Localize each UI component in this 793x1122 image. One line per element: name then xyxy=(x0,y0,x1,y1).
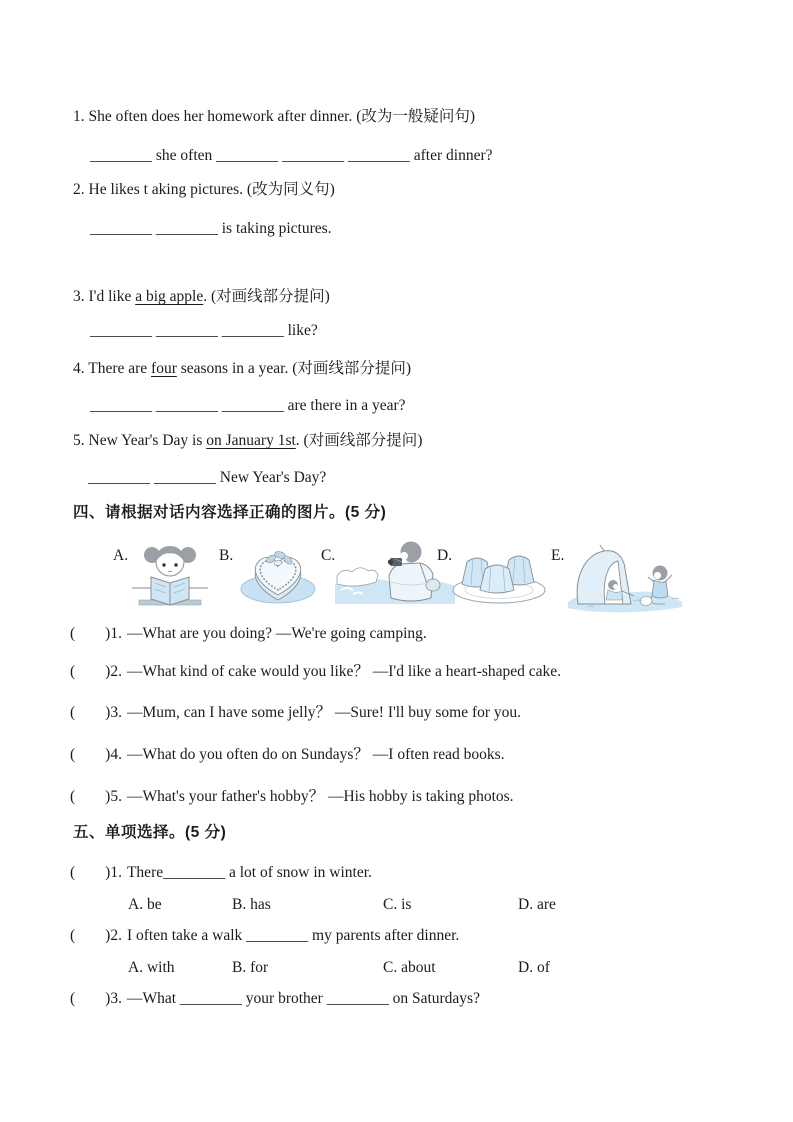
section4-heading: 四、请根据对话内容选择正确的图片。(5 分) xyxy=(73,504,387,521)
choice-2-option-c: C. about xyxy=(383,959,436,976)
choice-item-3 xyxy=(70,989,480,1008)
answer-bracket-open: ( xyxy=(70,663,76,680)
answer-bracket-open: ( xyxy=(70,864,76,881)
item-text: —What are you doing? —We're going camping. xyxy=(126,625,427,642)
item-number: )2. xyxy=(105,663,122,680)
choice-2-option-b: B. for xyxy=(232,959,269,976)
stem-text: 2. He likes t aking pictures. xyxy=(73,181,247,198)
rewrite-q2-stem xyxy=(73,180,335,199)
picture-label-e: E. xyxy=(551,547,565,564)
rewrite-q1-stem xyxy=(73,107,475,126)
choice-1-option-c: C. is xyxy=(383,896,412,913)
stem-text: 5. New Year's Day is xyxy=(73,432,207,449)
rewrite-q1-answer-line: ________ she often ________ ________ ________ after dinner? xyxy=(90,147,493,164)
camping-tent-image xyxy=(564,544,686,614)
stem-note: (改为同义句) xyxy=(246,181,335,198)
item-number: )1. xyxy=(105,864,122,881)
item-text: —What ________ your brother ________ on Saturdays? xyxy=(126,990,480,1007)
item-text: I often take a walk ________ my parents after dinner. xyxy=(126,927,460,944)
answer-bracket-open: ( xyxy=(70,625,76,642)
item-text: —What kind of cake would you like？ —I'd like a heart-shaped cake. xyxy=(126,663,562,680)
item-text: There________ a lot of snow in winter. xyxy=(126,864,372,881)
rewrite-q4-answer-line: ________ ________ ________ are there in a year? xyxy=(90,397,406,414)
stem-note: seasons in a year. (对画线部分提问) xyxy=(176,360,412,377)
stem-note: (改为一般疑问句) xyxy=(356,108,476,125)
stem-text: 1. She often does her homework after dinner. xyxy=(73,108,357,125)
jelly-plate-image xyxy=(450,546,548,606)
underlined-part: four xyxy=(151,360,177,377)
picture-label-a: A. xyxy=(113,547,129,564)
rewrite-q4-stem xyxy=(73,359,411,378)
stem-text: 4. There are xyxy=(73,360,152,377)
stem-note: . (对画线部分提问) xyxy=(295,432,423,449)
picture-label-c: C. xyxy=(321,547,336,564)
match-item-1 xyxy=(70,624,427,643)
match-item-4 xyxy=(70,745,505,764)
choice-1-option-d: D. are xyxy=(518,896,556,913)
rewrite-q3-stem xyxy=(73,287,330,306)
section5-heading: 五、单项选择。(5 分) xyxy=(73,824,227,841)
answer-bracket-open: ( xyxy=(70,927,76,944)
rewrite-q5-answer-line: ________ ________ New Year's Day? xyxy=(88,469,327,486)
match-item-2 xyxy=(70,662,561,681)
item-text: —What do you often do on Sundays？ —I often read books. xyxy=(126,746,505,763)
stem-text: 3. I'd like xyxy=(73,288,136,305)
item-number: )5. xyxy=(105,788,122,805)
choice-2-option-a: A. with xyxy=(128,959,175,976)
choice-1-option-a: A. be xyxy=(128,896,162,913)
item-number: )1. xyxy=(105,625,122,642)
heart-cake-image xyxy=(238,543,318,607)
answer-bracket-open: ( xyxy=(70,746,76,763)
taking-photos-image xyxy=(333,538,457,610)
item-number: )2. xyxy=(105,927,122,944)
choice-1-option-b: B. has xyxy=(232,896,271,913)
item-number: )3. xyxy=(105,990,122,1007)
choice-item-1 xyxy=(70,863,372,882)
underlined-part: a big apple xyxy=(135,288,204,305)
picture-label-d: D. xyxy=(437,547,453,564)
answer-bracket-open: ( xyxy=(70,788,76,805)
stem-note: . (对画线部分提问) xyxy=(203,288,330,305)
underlined-part: on January 1st xyxy=(206,432,296,449)
rewrite-q3-answer-line: ________ ________ ________ like? xyxy=(90,322,318,339)
item-text: —What's your father's hobby？ —His hobby is taking photos. xyxy=(126,788,514,805)
rewrite-q5-stem xyxy=(73,431,422,450)
picture-label-b: B. xyxy=(219,547,234,564)
item-number: )3. xyxy=(105,704,122,721)
choice-item-2 xyxy=(70,926,459,945)
match-item-3 xyxy=(70,703,521,722)
item-number: )4. xyxy=(105,746,122,763)
answer-bracket-open: ( xyxy=(70,990,76,1007)
answer-bracket-open: ( xyxy=(70,704,76,721)
choice-2-option-d: D. of xyxy=(518,959,550,976)
girl-reading-book-image xyxy=(130,540,210,612)
rewrite-q2-answer-line: ________ ________ is taking pictures. xyxy=(90,220,332,237)
match-item-5 xyxy=(70,787,514,806)
item-text: —Mum, can I have some jelly？ —Sure! I'll buy some for you. xyxy=(126,704,522,721)
